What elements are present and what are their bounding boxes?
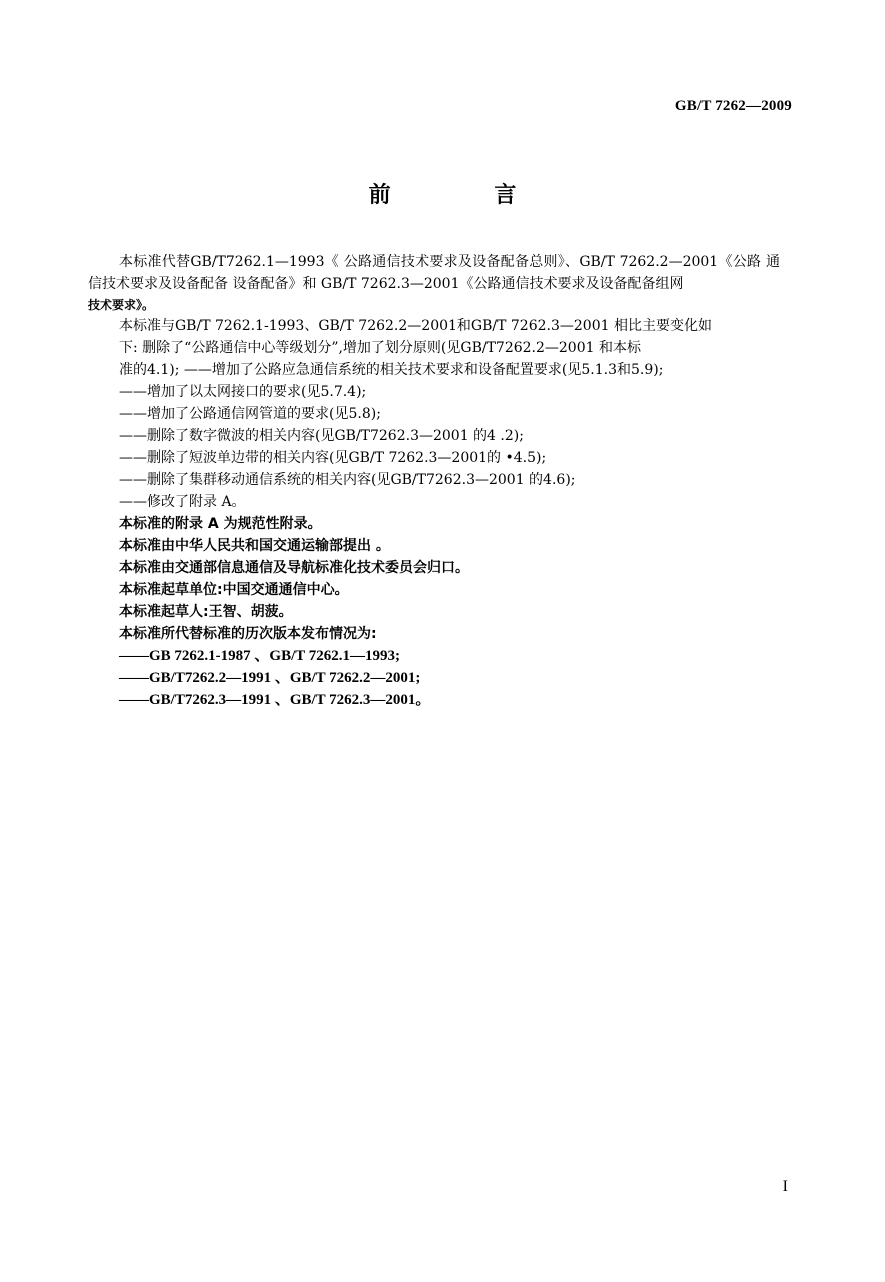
- history-item: ——GB/T7262.3—1991 、GB/T 7262.3—2001。: [119, 692, 431, 708]
- list-item: ——增加了公路通信网管道的要求(见5.8);: [119, 406, 381, 422]
- page-number: I: [782, 1178, 788, 1195]
- standard-code: GB/T 7262—2009: [674, 98, 792, 114]
- statement-proposer: 本标准由中华人民共和国交通运输部提出 。: [119, 538, 390, 554]
- list-item: ——删除了集群移动通信系统的相关内容(见GB/T7262.3—2001 的4.6);: [119, 472, 576, 488]
- page-title: 前 言: [368, 183, 565, 208]
- history-list: [119, 645, 780, 711]
- history-item: ——GB 7262.1-1987 、GB/T 7262.1—1993;: [119, 648, 400, 664]
- changes-continuation: [119, 337, 780, 359]
- replacement-paragraph: 本标准代替GB/T7262.1—1993《 公路通信技术要求及设备配备总则》、GB/T 7262.2—2001《公路 通信技术要求及设备配备 设备配备》和 GB/T 7262.3—2001《公路通信技术要求及设备配备组网: [88, 254, 780, 292]
- statement-history-intro: 本标准所代替标准的历次版本发布情况为:: [119, 626, 377, 642]
- foreword-body: [88, 251, 780, 711]
- list-item: ——增加了以太网接口的要求(见5.7.4);: [119, 384, 367, 400]
- list-item: ——删除了数字微波的相关内容(见GB/T7262.3—2001 的4 .2);: [119, 428, 524, 444]
- statement-drafting-unit: 本标准起草单位:中国交通通信中心。: [119, 582, 349, 598]
- statements-block: [119, 513, 780, 645]
- changes-line-3: 准的4.1); ——增加了公路应急通信系统的相关技术要求和设备配置要求(见5.1.3和5.9);: [119, 362, 664, 378]
- statement-committee: 本标准由交通部信息通信及导航标准化技术委员会归口。: [119, 560, 469, 576]
- list-item: ——修改了附录 A。: [119, 494, 246, 510]
- changes-intro-line: 本标准与GB/T 7262.1-1993、GB/T 7262.2—2001和GB/T 7262.3—2001 相比主要变化如: [119, 318, 712, 334]
- history-item: ——GB/T7262.2—1991 、GB/T 7262.2—2001;: [119, 670, 421, 686]
- changes-list: [119, 381, 780, 513]
- statement-drafters: 本标准起草人:王智、胡菠。: [119, 604, 293, 620]
- list-item: ——删除了短波单边带的相关内容(见GB/T 7262.3—2001的 •4.5);: [119, 450, 547, 466]
- changes-intro-block: [119, 315, 780, 337]
- replacement-paragraph-tail: 技术要求》。: [88, 298, 155, 312]
- changes-line-2: 下: 删除了“公路通信中心等级划分”,增加了划分原则(见GB/T7262.2—2001 和本标: [119, 340, 641, 356]
- statement-annex: 本标准的附录 A 为规范性附录。: [119, 516, 322, 532]
